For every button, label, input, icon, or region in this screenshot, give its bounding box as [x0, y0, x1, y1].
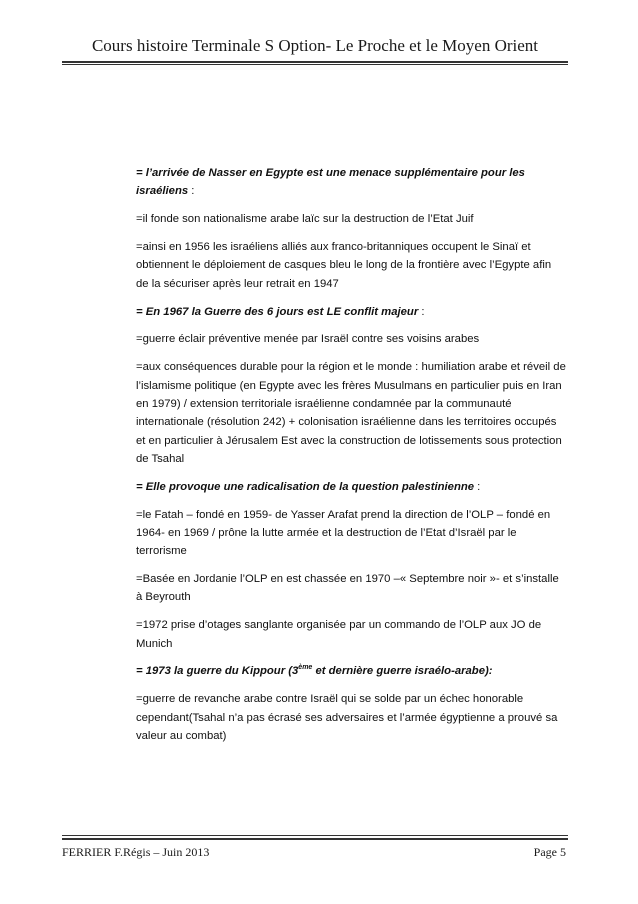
- paragraph-guerre-eclair: [136, 330, 566, 348]
- kippour-text-after: et dernière guerre israélo-arabe):: [312, 665, 493, 678]
- paragraph-fatah: [136, 506, 566, 561]
- paragraph-radicalisation: [136, 478, 566, 496]
- paragraph-text: :: [188, 185, 195, 198]
- footer-author: FERRIER F.Régis – Juin 2013: [62, 845, 210, 859]
- paragraph-text: =il fonde son nationalisme arabe laïc sur la destruction de l’Etat Juif: [136, 213, 474, 226]
- header-rule: [62, 61, 568, 63]
- paragraph-jordanie: [136, 570, 566, 607]
- paragraph-1956: [136, 238, 566, 293]
- paragraph-text: =le Fatah – fondé en 1959- de Yasser Arafat prend la direction de l’OLP – fondé en 1964- en 1969 / prône la lutte armée et la destruction de l’Etat d’Israël par le terrorisme: [136, 508, 551, 558]
- footer-page-number: Page 5: [533, 845, 566, 859]
- paragraph-1967: [136, 303, 566, 321]
- paragraph-text: =guerre de revanche arabe contre Israël qui se solde par un échec honorable cependant(Tsahal n’a pas écrasé ses adversaires et l’armée égyptienne a prouvé sa valeur au combat): [136, 693, 558, 742]
- paragraph-text: =guerre éclair préventive menée par Israël contre ses voisins arabes: [136, 333, 480, 346]
- paragraph-text: =1972 prise d’otages sanglante organisée par un commando de l’OLP aux JO de Munich: [136, 619, 542, 650]
- paragraph-munich: [136, 616, 566, 653]
- paragraph-nationalisme: [136, 210, 566, 228]
- paragraph-consequences: [136, 358, 566, 468]
- paragraph-kippour: [136, 662, 566, 680]
- footer-rule-thin: [62, 835, 568, 836]
- kippour-superscript: ème: [298, 664, 313, 672]
- paragraph-text: =ainsi en 1956 les israéliens alliés aux franco-britanniques occupent le Sinaï et obtiennent le déploiement de casques bleu le long de la frontière avec l’Egypte afin de la sécuriser après leur retrait en 1947: [136, 241, 552, 290]
- paragraph-heading: [136, 665, 493, 677]
- footer-rule: [62, 838, 568, 840]
- paragraph-text: :: [418, 305, 425, 318]
- paragraph-heading: = Elle provoque une radicalisation de la question palestinienne: [136, 480, 475, 493]
- paragraph-heading: = En 1967 la Guerre des 6 jours est LE conflit majeur: [136, 305, 419, 318]
- paragraph-text: :: [474, 480, 481, 493]
- paragraph-text: =Basée en Jordanie l’OLP en est chassée en 1970 –« Septembre noir »- et s’installe à Beyrouth: [136, 573, 559, 604]
- page-header-title: Cours histoire Terminale S Option- Le Proche et le Moyen Orient: [91, 36, 539, 55]
- paragraph-text: =aux conséquences durable pour la région et le monde : humiliation arabe et réveil de l’islamisme politique (en Egypte avec les frères Musulmans en particulier puis en Iran en 1979) / extension territoriale israélienne condamnée par la communauté internationale (résolution 242) + colonisation israélienne dans les territoires occupés et en particulier à Jérusalem Est avec la construction de lotissements sous protection de Tsahal: [136, 361, 566, 465]
- paragraph-nasser: [136, 164, 566, 201]
- paragraph-heading: = l’arrivée de Nasser en Egypte est une menace supplémentaire pour les israéliens: [136, 167, 525, 198]
- header-rule-thin: [62, 64, 568, 65]
- document-body: [136, 164, 566, 755]
- kippour-text-before: = 1973 la guerre du Kippour (3: [136, 665, 299, 678]
- paragraph-revanche: [136, 690, 566, 745]
